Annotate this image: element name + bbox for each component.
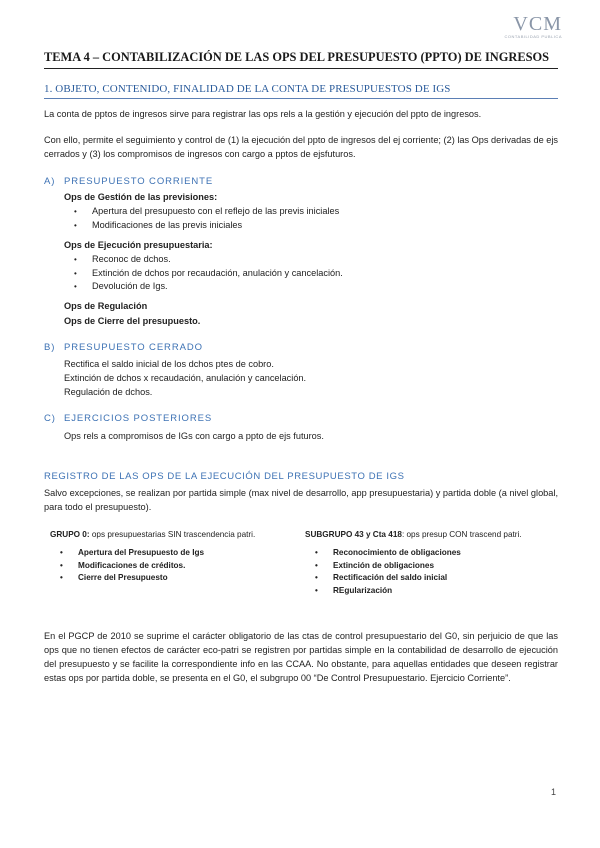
subgrupo-heading: SUBGRUPO 43 y Cta 418: ops presup CON trascend patri.: [305, 530, 522, 539]
ops-gestion-list: [64, 205, 339, 232]
grupo0-list: [50, 547, 204, 585]
intro-paragraph-2: Con ello, permite el seguimiento y control de (1) la ejecución del ppto de ingresos del ej corriente; (2) las Ops derivadas de ejs cerrados y (3) los compromisos de ingresos con cargo a pptos de ejsfuturos.: [44, 135, 558, 159]
list-item: • Rectificación del saldo inicial: [305, 572, 461, 585]
logo-mark: VCM: [513, 13, 562, 35]
subgrupo-list: [305, 547, 461, 597]
list-item: • Devolución de Igs.: [64, 280, 343, 294]
list-item: • Apertura del presupuesto con el reflejo de las previs iniciales: [64, 205, 339, 219]
bullet-icon: •: [74, 207, 77, 216]
title-divider: [44, 68, 558, 69]
registro-paragraph: Salvo excepciones, se realizan por partida simple (max nivel de desarrollo, app presupuestaria) y partida doble (a nivel global, para todo el presupuesto).: [44, 488, 558, 512]
cerrado-line: Regulación de dchos.: [64, 387, 153, 397]
bullet-icon: •: [74, 268, 77, 278]
list-item: • Reconoc de dchos.: [64, 253, 343, 267]
bullet-icon: •: [74, 255, 77, 264]
list-item: • Extinción de obligaciones: [305, 560, 461, 573]
list-item: • Reconocimiento de obligaciones: [305, 547, 461, 560]
grupo0-heading: GRUPO 0: ops presupuestarias SIN trascendencia patri.: [50, 530, 256, 539]
heading-letter: C): [44, 413, 56, 424]
heading-presupuesto-corriente: [44, 176, 213, 187]
heading-presupuesto-cerrado: [44, 342, 203, 353]
ops-cierre: Ops de Cierre del presupuesto.: [64, 316, 201, 326]
ops-ejecucion-list: [64, 253, 343, 294]
bullet-icon: •: [315, 585, 318, 595]
section-heading: 1. OBJETO, CONTENIDO, FINALIDAD DE LA CONTA DE PRESUPUESTOS DE IGS: [44, 83, 451, 95]
ops-ejecucion-title: Ops de Ejecución presupuestaria:: [64, 240, 213, 250]
logo-subtitle: CONTABILIDAD PUBLICA: [504, 34, 562, 39]
bullet-icon: •: [74, 282, 77, 291]
list-item: • REgularización: [305, 585, 461, 598]
document-title: TEMA 4 – CONTABILIZACIÓN DE LAS OPS DEL PRESUPUESTO (PPTO) DE INGRESOS: [44, 50, 550, 64]
section-divider: [44, 98, 558, 99]
heading-ejercicios-posteriores: [44, 413, 212, 424]
intro-paragraph-1: La conta de pptos de ingresos sirve para registrar las ops rels a la gestión y ejecución del ppto de ingresos.: [44, 109, 482, 119]
bullet-icon: •: [60, 548, 63, 557]
posteriores-line: Ops rels a compromisos de IGs con cargo a ppto de ejs futuros.: [64, 431, 324, 441]
heading-text: EJERCICIOS POSTERIORES: [64, 413, 213, 424]
bullet-icon: •: [60, 573, 63, 582]
heading-registro: REGISTRO DE LAS OPS DE LA EJECUCIÓN DEL PRESUPUESTO DE IGS: [44, 471, 405, 482]
list-item: • Cierre del Presupuesto: [50, 572, 204, 585]
heading-letter: A): [44, 176, 56, 187]
bullet-icon: •: [315, 548, 318, 557]
cerrado-line: Extinción de dchos x recaudación, anulación y cancelación.: [64, 373, 307, 383]
bullet-icon: •: [60, 560, 63, 570]
list-item: • Modificaciones de créditos.: [50, 560, 204, 573]
list-item: • Extinción de dchos por recaudación, anulación y cancelación.: [64, 267, 343, 281]
heading-text: PRESUPUESTO CERRADO: [64, 342, 203, 353]
bullet-icon: •: [315, 573, 318, 582]
heading-text: PRESUPUESTO CORRIENTE: [64, 176, 214, 187]
cerrado-line: Rectifica el saldo inicial de los dchos ptes de cobro.: [64, 359, 274, 369]
bullet-icon: •: [74, 220, 77, 230]
closing-paragraph: En el PGCP de 2010 se suprime el carácter obligatorio de las ctas de control presupuestario del G0, sin perjuicio de que las ops que no tienen efectos de carácter eco-patri se registren por partidas simple en la contabilidad de desarrollo de ejecución del presupuesto y se facilite la correspondiente info en las CCAA. No obstante, para aquellas entidades que deseen registrar estas ops por partida doble, se presenta en el G0, el subgrupo 00 “De Control Presupuestario. Ejercicio Corriente”.: [44, 631, 558, 683]
bullet-icon: •: [315, 560, 318, 570]
list-item: • Modificaciones de las previs iniciales: [64, 219, 339, 233]
ops-regulacion: Ops de Regulación: [64, 301, 148, 311]
logo: [505, 14, 563, 40]
ops-gestion-title: Ops de Gestión de las previsiones:: [64, 192, 218, 202]
list-item: • Apertura del Presupuesto de Igs: [50, 547, 204, 560]
heading-letter: B): [44, 342, 56, 353]
page-number: 1: [551, 787, 557, 797]
